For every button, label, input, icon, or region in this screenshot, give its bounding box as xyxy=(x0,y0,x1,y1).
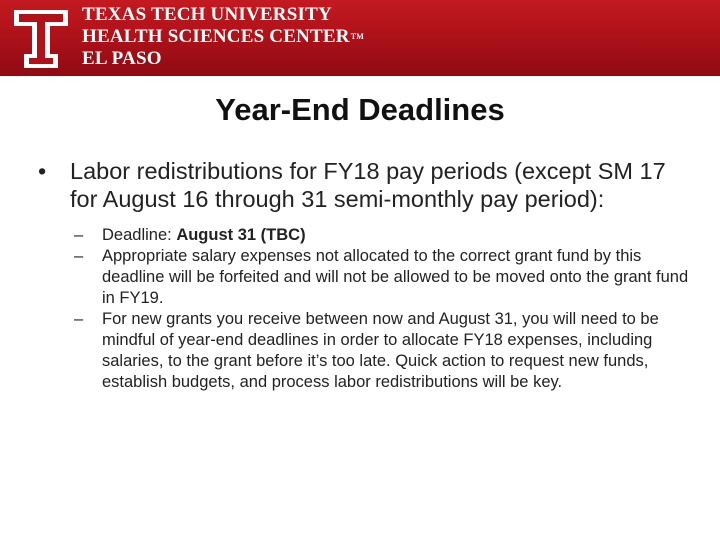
sub-bullet-list xyxy=(34,225,694,393)
institution-line-2: HEALTH SCIENCES CENTER xyxy=(82,26,350,47)
deadline-prefix: Deadline: xyxy=(102,226,177,244)
deadline-date: August 31 (TBC) xyxy=(176,226,306,244)
dash-marker: – xyxy=(74,247,84,265)
institution-line-2-wrap xyxy=(82,26,364,48)
institution-line-1: TEXAS TECH UNIVERSITY xyxy=(82,4,332,25)
dash-marker: – xyxy=(74,310,84,328)
trademark-mark: TM xyxy=(350,32,364,41)
institution-name xyxy=(82,4,364,70)
main-bullet-text: Labor redistributions for FY18 pay periods (except SM 17 for August 16 through 31 semi-monthly pay period): xyxy=(70,158,666,212)
sub-bullet-deadline xyxy=(74,225,694,246)
new-grants-text: For new grants you receive between now and August 31, you will need to be mindful of year-end deadlines in order to allocate FY18 expenses, including salaries, to the grant before it’s too late. Quick action to request new funds, establish budgets, and process labor redistributions will be key. xyxy=(102,310,659,391)
slide-content xyxy=(34,157,694,393)
double-t-logo-icon xyxy=(12,8,70,70)
bullet-marker: • xyxy=(38,158,47,184)
sub-bullet-forfeit xyxy=(74,246,694,309)
main-bullet xyxy=(34,157,694,213)
forfeit-text: Appropriate salary expenses not allocated to the correct grant fund by this deadline will be forfeited and will not be allowed to be moved onto the grant fund in FY19. xyxy=(102,247,689,307)
header-banner xyxy=(0,0,720,76)
institution-line-3: EL PASO xyxy=(82,48,162,69)
dash-marker: – xyxy=(74,226,84,244)
sub-bullet-new-grants xyxy=(74,309,694,393)
slide-title: Year-End Deadlines xyxy=(215,92,505,127)
